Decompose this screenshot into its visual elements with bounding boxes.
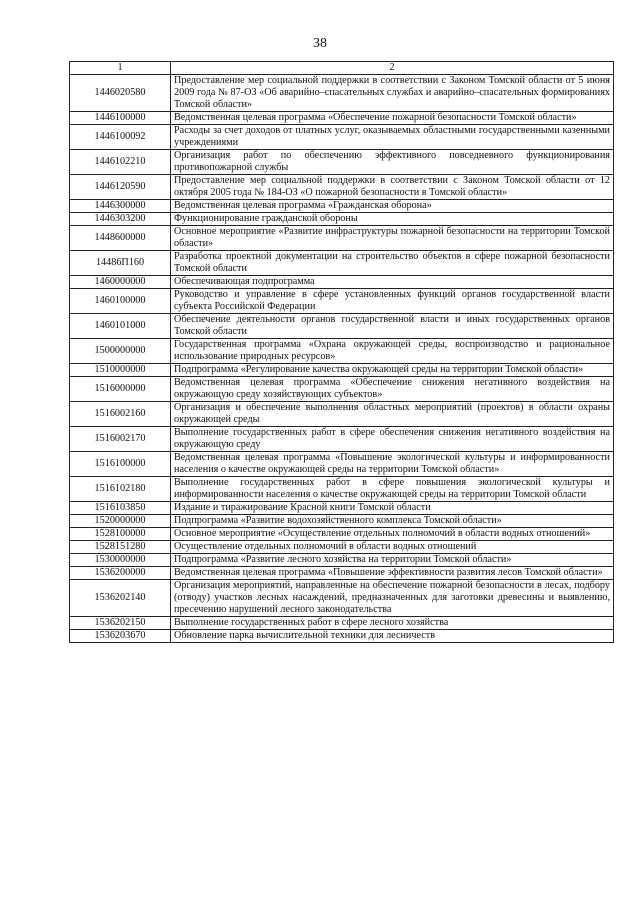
row-name: Ведомственная целевая программа «Повышение эффективности развития лесов Томской области» bbox=[171, 567, 614, 580]
row-name: Руководство и управление в сфере установленных функций органов государственной власти субъекта Российской Федерации bbox=[171, 289, 614, 314]
row-code: 1516102180 bbox=[70, 477, 171, 502]
row-code: 1528100000 bbox=[70, 528, 171, 541]
row-code: 1446102210 bbox=[70, 150, 171, 175]
row-name: Выполнение государственных работ в сфере повышения экологической культуры и информированности населения о качестве окружающей среды на территории Томской области bbox=[171, 477, 614, 502]
row-name: Основное мероприятие «Развитие инфраструктуры пожарной безопасности на территории Томской области» bbox=[171, 226, 614, 251]
row-code: 14486П160 bbox=[70, 251, 171, 276]
table-row bbox=[70, 617, 614, 630]
row-name: Ведомственная целевая программа «Обеспечение пожарной безопасности Томской области» bbox=[171, 112, 614, 125]
row-code: 1500000000 bbox=[70, 339, 171, 364]
row-name: Ведомственная целевая программа «Гражданская оборона» bbox=[171, 200, 614, 213]
table-row bbox=[70, 567, 614, 580]
row-code: 1460101000 bbox=[70, 314, 171, 339]
row-code: 1510000000 bbox=[70, 364, 171, 377]
row-code: 1446300000 bbox=[70, 200, 171, 213]
row-name: Выполнение государственных работ в сфере обеспечения снижения негативного воздействия на окружающую среду bbox=[171, 427, 614, 452]
row-name: Осуществление отдельных полномочий в области водных отношений bbox=[171, 541, 614, 554]
row-name: Подпрограмма «Развитие водохозяйственного комплекса Томской области» bbox=[171, 515, 614, 528]
page-number: 38 bbox=[313, 36, 327, 51]
table-row bbox=[70, 289, 614, 314]
table-row bbox=[70, 502, 614, 515]
row-name: Организация мероприятий, направленные на обеспечение пожарной безопасности в лесах, подбору (отводу) участков лесных насаждений, предназначенных для заготовки древесины и выявлению, пресечению нарушений лесного законодательства bbox=[171, 580, 614, 617]
table-row bbox=[70, 175, 614, 200]
table-row bbox=[70, 452, 614, 477]
row-name: Обновление парка вычислительной техники для лесничеств bbox=[171, 630, 614, 643]
row-code: 1446100092 bbox=[70, 125, 171, 150]
table-row bbox=[70, 339, 614, 364]
budget-classification-table bbox=[69, 61, 614, 643]
row-name: Предоставление мер социальной поддержки в соответствии с Законом Томской области от 12 октября 2005 года № 184-ОЗ «О пожарной безопасности в Томской области» bbox=[171, 175, 614, 200]
row-name: Обеспечивающая подпрограмма bbox=[171, 276, 614, 289]
row-name: Разработка проектной документации на строительство объектов в сфере пожарной безопасности Томской области bbox=[171, 251, 614, 276]
table-row bbox=[70, 580, 614, 617]
table-row bbox=[70, 554, 614, 567]
row-name: Ведомственная целевая программа «Обеспечение снижения негативного воздействия на окружающую среду хозяйствующих субъектов» bbox=[171, 377, 614, 402]
row-code: 1528151280 bbox=[70, 541, 171, 554]
row-name: Предоставление мер социальной поддержки в соответствии с Законом Томской области от 5 июня 2009 года № 87-ОЗ «Об аварийно–спасательных службах и аварийно–спасательных формированиях Томской области» bbox=[171, 75, 614, 112]
table-row bbox=[70, 125, 614, 150]
table-row bbox=[70, 630, 614, 643]
row-name: Основное мероприятие «Осуществление отдельных полномочий в области водных отношений» bbox=[171, 528, 614, 541]
row-code: 1536202150 bbox=[70, 617, 171, 630]
table-row bbox=[70, 112, 614, 125]
row-code: 1536203670 bbox=[70, 630, 171, 643]
row-name: Ведомственная целевая программа «Повышение экологической культуры и информированности населения о качестве окружающей среды на территории Томской области» bbox=[171, 452, 614, 477]
column-header-name: 2 bbox=[171, 62, 614, 75]
row-code: 1446303200 bbox=[70, 213, 171, 226]
table-row bbox=[70, 314, 614, 339]
row-name: Организация работ по обеспечению эффективного повседневного функционирования противопожарной службы bbox=[171, 150, 614, 175]
table-row bbox=[70, 402, 614, 427]
table-header-row bbox=[70, 62, 614, 75]
row-code: 1536200000 bbox=[70, 567, 171, 580]
row-code: 1516000000 bbox=[70, 377, 171, 402]
row-name: Организация и обеспечение выполнения областных мероприятий (проектов) в области охраны окружающей среды bbox=[171, 402, 614, 427]
table-row bbox=[70, 515, 614, 528]
table-row bbox=[70, 477, 614, 502]
row-code: 1448600000 bbox=[70, 226, 171, 251]
table-row bbox=[70, 150, 614, 175]
table-row bbox=[70, 226, 614, 251]
table-row bbox=[70, 200, 614, 213]
row-name: Подпрограмма «Развитие лесного хозяйства на территории Томской области» bbox=[171, 554, 614, 567]
table-row bbox=[70, 364, 614, 377]
table-row bbox=[70, 251, 614, 276]
row-name: Обеспечение деятельности органов государственной власти и иных государственных органов Томской области bbox=[171, 314, 614, 339]
table-row bbox=[70, 377, 614, 402]
row-code: 1446120590 bbox=[70, 175, 171, 200]
row-name: Подпрограмма «Регулирование качества окружающей среды на территории Томской области» bbox=[171, 364, 614, 377]
row-name: Расходы за счет доходов от платных услуг, оказываемых областными государственными казенными учреждениями bbox=[171, 125, 614, 150]
row-name: Государственная программа «Охрана окружающей среды, воспроизводство и рациональное использование природных ресурсов» bbox=[171, 339, 614, 364]
row-code: 1446020580 bbox=[70, 75, 171, 112]
row-code: 1516103850 bbox=[70, 502, 171, 515]
row-name: Выполнение государственных работ в сфере лесного хозяйства bbox=[171, 617, 614, 630]
row-code: 1520000000 bbox=[70, 515, 171, 528]
row-code: 1446100000 bbox=[70, 112, 171, 125]
row-code: 1460000000 bbox=[70, 276, 171, 289]
row-code: 1530000000 bbox=[70, 554, 171, 567]
row-code: 1460100000 bbox=[70, 289, 171, 314]
table-row bbox=[70, 541, 614, 554]
table-row bbox=[70, 75, 614, 112]
table-row bbox=[70, 213, 614, 226]
row-code: 1516002160 bbox=[70, 402, 171, 427]
column-header-code: 1 bbox=[70, 62, 171, 75]
row-name: Издание и тиражирование Красной книги Томской области bbox=[171, 502, 614, 515]
table-body bbox=[70, 75, 614, 643]
table-row bbox=[70, 427, 614, 452]
table-row bbox=[70, 528, 614, 541]
row-name: Функционирование гражданской обороны bbox=[171, 213, 614, 226]
row-code: 1516002170 bbox=[70, 427, 171, 452]
row-code: 1516100000 bbox=[70, 452, 171, 477]
row-code: 1536202140 bbox=[70, 580, 171, 617]
table-row bbox=[70, 276, 614, 289]
